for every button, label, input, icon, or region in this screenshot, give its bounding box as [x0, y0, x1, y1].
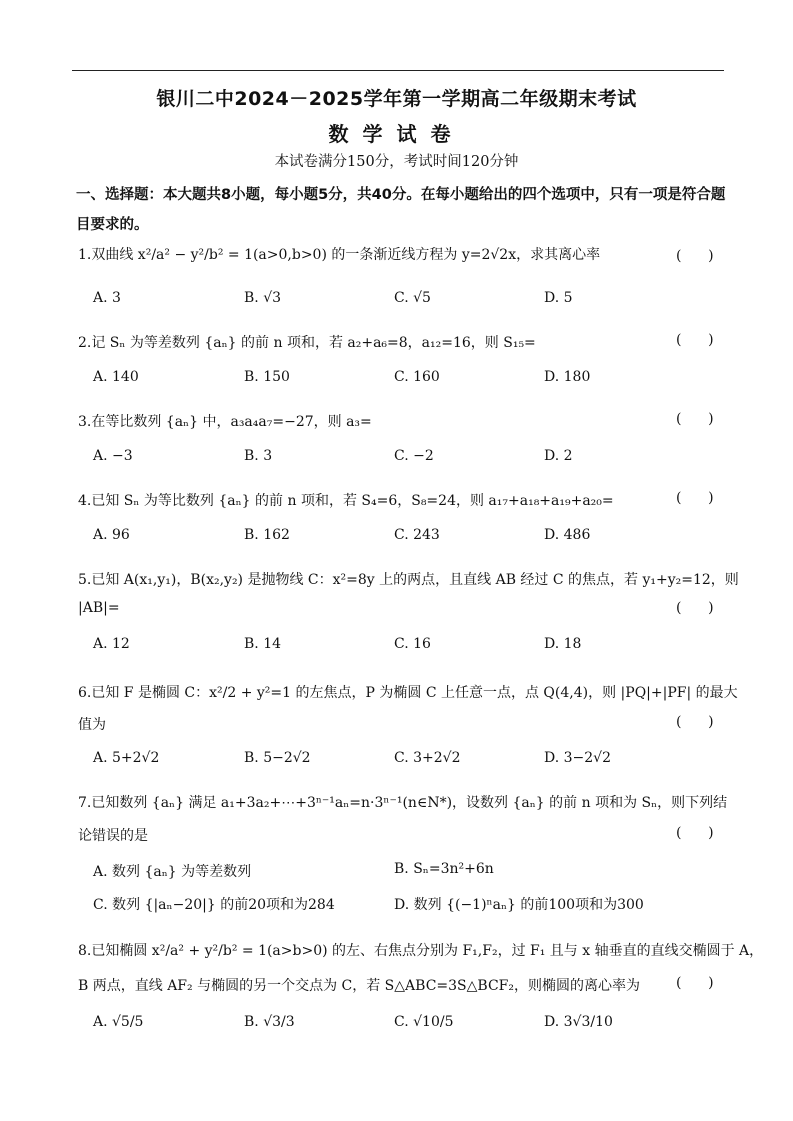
- q5-option-b: B. 14: [244, 636, 282, 652]
- section-instruction: 一、选择题：本大题共8小题，每小题5分，共40分。在每小题给出的四个选项中，只有一项是符合题目要求的。: [76, 187, 726, 233]
- answer-paren: ( ): [676, 411, 714, 427]
- q8-option-b: B. √3/3: [244, 1014, 295, 1030]
- question-3-stem: 3.在等比数列 {aₙ} 中，a₃a₄a₇=−27，则 a₃=: [78, 414, 372, 430]
- q3-option-d: D. 2: [544, 448, 573, 464]
- answer-paren: ( ): [676, 975, 714, 991]
- q4-option-a: A. 96: [93, 527, 130, 543]
- question-7-stem: 7.已知数列 {aₙ} 满足 a₁+3a₂+⋯+3ⁿ⁻¹aₙ=n·3ⁿ⁻¹(n∈N*)，设数列 {aₙ} 的前 n 项和为 Sₙ，则下列结: [78, 795, 728, 811]
- q1-option-b: B. √3: [244, 290, 282, 306]
- answer-paren: ( ): [676, 332, 714, 348]
- q5-option-d: D. 18: [544, 636, 582, 652]
- answer-paren: ( ): [676, 825, 714, 841]
- question-2-stem: 2.记 Sₙ 为等差数列 {aₙ} 的前 n 项和，若 a₂+a₆=8，a₁₂=16，则 S₁₅=: [78, 335, 536, 351]
- q7-option-d: D. 数列 {(−1)ⁿaₙ} 的前100项和为300: [394, 897, 644, 913]
- exam-note: 本试卷满分150分，考试时间120分钟: [274, 154, 519, 170]
- q4-option-b: B. 162: [244, 527, 290, 543]
- q5-option-a: A. 12: [93, 636, 130, 652]
- q6-option-d: D. 3−2√2: [544, 750, 611, 766]
- question-6-stem: 6.已知 F 是椭圆 C：x²/2 + y²=1 的左焦点，P 为椭圆 C 上任意一点，点 Q(4,4)，则 |PQ|+|PF| 的最大: [78, 685, 738, 701]
- q7-option-c: C. 数列 {|aₙ−20|} 的前20项和为284: [93, 897, 335, 913]
- q5-option-c: C. 16: [394, 636, 431, 652]
- q1-option-d: D. 5: [544, 290, 573, 306]
- q6-option-c: C. 3+2√2: [394, 750, 461, 766]
- q8-option-c: C. √10/5: [394, 1014, 454, 1030]
- q7-option-a: A. 数列 {aₙ} 为等差数列: [93, 864, 252, 880]
- answer-paren: ( ): [676, 600, 714, 616]
- q2-option-b: B. 150: [244, 369, 290, 385]
- answer-paren: ( ): [676, 248, 714, 264]
- q4-option-d: D. 486: [544, 527, 591, 543]
- q6-option-b: B. 5−2√2: [244, 750, 311, 766]
- answer-paren: ( ): [676, 714, 714, 730]
- question-4-stem: 4.已知 Sₙ 为等比数列 {aₙ} 的前 n 项和，若 S₄=6，S₈=24，则 a₁₇+a₁₈+a₁₉+a₂₀=: [78, 493, 614, 509]
- q1-option-a: A. 3: [93, 290, 121, 306]
- q3-option-b: B. 3: [244, 448, 273, 464]
- question-8-stem-cont: B 两点，直线 AF₂ 与椭圆的另一个交点为 C，若 S△ABC=3S△BCF₂，则椭圆的离心率为: [78, 978, 640, 994]
- subject-title: 数学试卷: [328, 122, 465, 146]
- q3-option-a: A. −3: [93, 448, 133, 464]
- q2-option-c: C. 160: [394, 369, 440, 385]
- q1-option-c: C. √5: [394, 290, 431, 306]
- q3-option-c: C. −2: [394, 448, 434, 464]
- exam-title: 银川二中2024－2025学年第一学期高二年级期末考试: [156, 88, 637, 110]
- answer-paren: ( ): [676, 490, 714, 506]
- q2-option-d: D. 180: [544, 369, 591, 385]
- q4-option-c: C. 243: [394, 527, 440, 543]
- q8-option-a: A. √5/5: [93, 1014, 144, 1030]
- q2-option-a: A. 140: [93, 369, 139, 385]
- question-5-stem: 5.已知 A(x₁,y₁)，B(x₂,y₂) 是抛物线 C：x²=8y 上的两点，且直线 AB 经过 C 的焦点，若 y₁+y₂=12，则: [78, 572, 739, 588]
- question-5-stem-cont: |AB|=: [78, 600, 120, 616]
- q8-option-d: D. 3√3/10: [544, 1014, 613, 1030]
- question-6-stem-cont: 值为: [78, 717, 106, 733]
- top-rule: [72, 70, 724, 71]
- question-7-stem-cont: 论错误的是: [78, 828, 148, 844]
- question-1-stem: 1.双曲线 x²/a² − y²/b² = 1(a>0,b>0) 的一条渐近线方程为 y=2√2x，求其离心率: [78, 247, 601, 263]
- q7-option-b: B. Sₙ=3n²+6n: [394, 861, 494, 877]
- question-8-stem: 8.已知椭圆 x²/a² + y²/b² = 1(a>b>0) 的左、右焦点分别为 F₁,F₂，过 F₁ 且与 x 轴垂直的直线交椭圆于 A，: [78, 943, 764, 959]
- q6-option-a: A. 5+2√2: [93, 750, 160, 766]
